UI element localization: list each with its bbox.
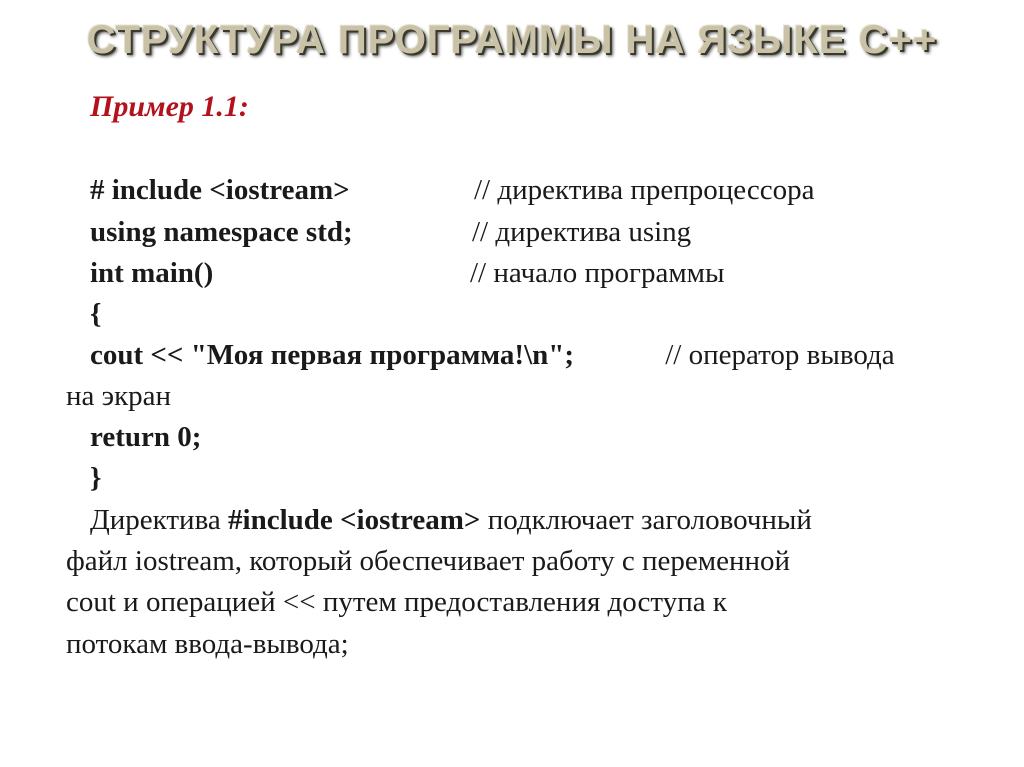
code-close-brace: } (90, 462, 102, 494)
comment-using: // директива using (472, 216, 692, 248)
description-line-1 (90, 506, 812, 535)
code-include: # include <iostream> (90, 174, 350, 206)
comment-main: // начало программы (470, 257, 725, 289)
description-line-3: cout и операцией << путем предоставления доступа к (66, 586, 727, 618)
description-line-2: файл iostream, который обеспечивает работу с переменной (66, 545, 791, 577)
code-main: int main() (90, 257, 214, 289)
code-open-brace: { (90, 298, 102, 330)
comment-include: // директива препроцессора (474, 174, 815, 206)
description-prefix: Директива (90, 504, 229, 536)
slide-title: СТРУКТУРА ПРОГРАММЫ НА ЯЗЫКЕ С++ (86, 18, 938, 62)
description-line-4: потокам ввода-вывода; (66, 628, 349, 660)
code-return: return 0; (90, 421, 202, 453)
example-label: Пример 1.1: (90, 90, 249, 123)
code-cout: cout << "Моя первая программа!\n"; (90, 339, 575, 371)
code-using: using namespace std; (90, 216, 353, 248)
description-directive: #include <iostream> (228, 504, 481, 536)
comment-cout: // оператор вывода (658, 339, 895, 371)
comment-cout-continued: на экран (66, 380, 172, 412)
description-line-1-rest: подключает заголовочный (480, 504, 812, 536)
